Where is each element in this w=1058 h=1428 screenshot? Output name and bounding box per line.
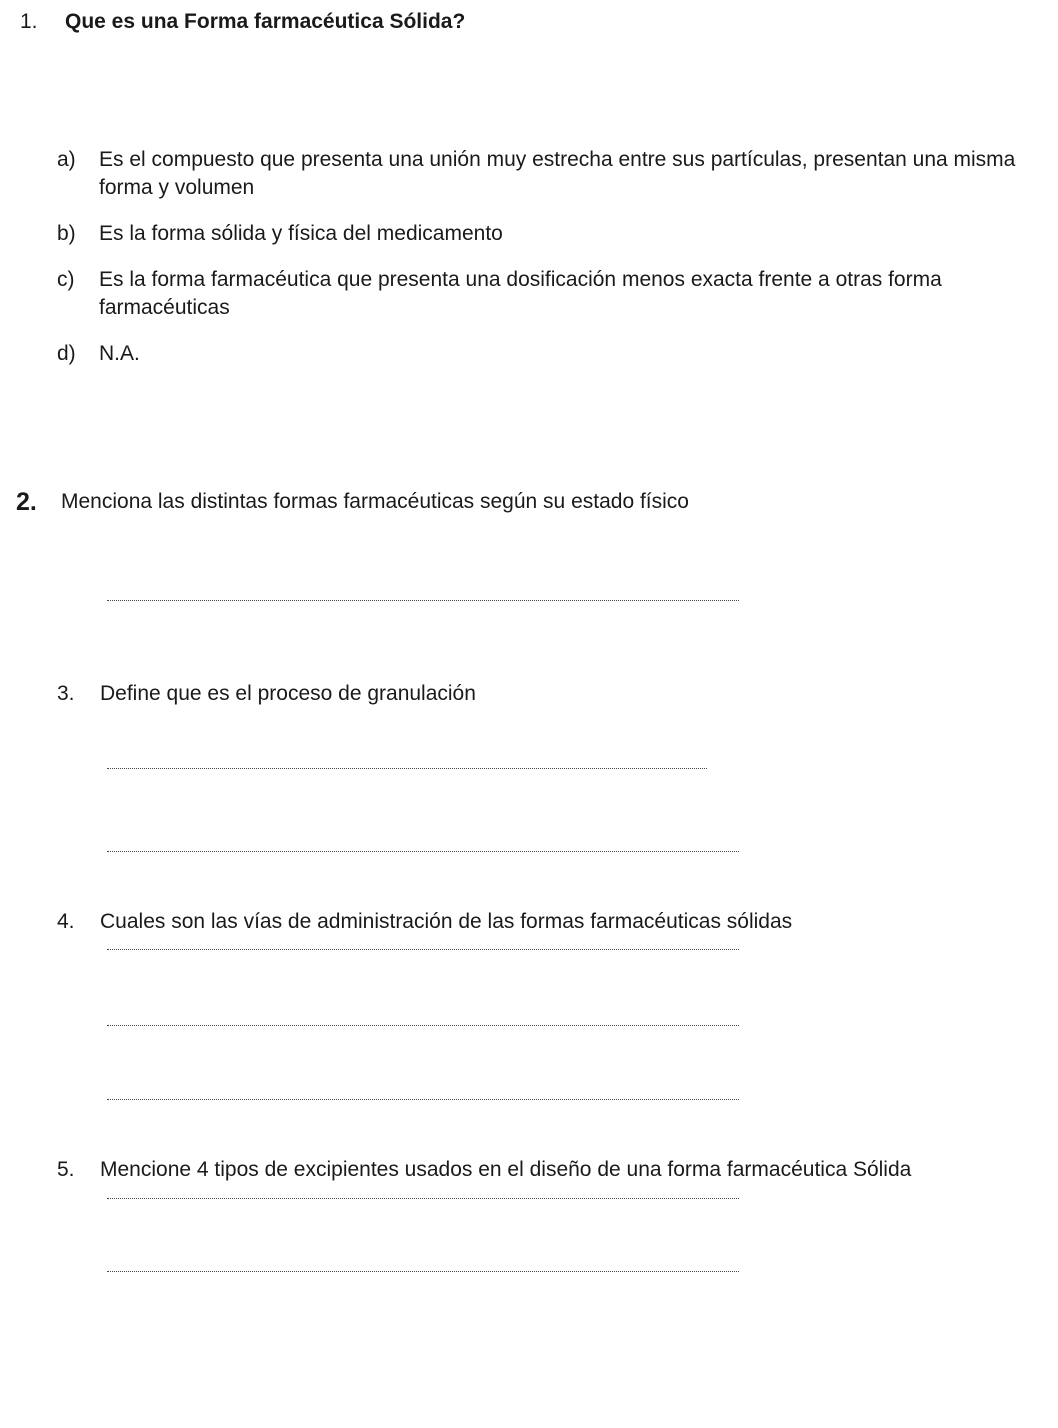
answer-line-q5-1[interactable] bbox=[107, 1198, 739, 1199]
option-b-text: Es la forma sólida y física del medicamento bbox=[99, 222, 503, 245]
option-a-text: Es el compuesto que presenta una unión muy estrecha entre sus partículas, presentan una misma forma y volumen bbox=[99, 148, 1016, 199]
question-5-number: 5. bbox=[57, 1158, 75, 1181]
question-1-text: Que es una Forma farmacéutica Sólida? bbox=[65, 10, 466, 33]
answer-line-q2-1[interactable] bbox=[107, 600, 739, 601]
question-4-number: 4. bbox=[57, 910, 75, 933]
question-2-text: Menciona las distintas formas farmacéuticas según su estado físico bbox=[61, 490, 689, 513]
option-c-text: Es la forma farmacéutica que presenta una dosificación menos exacta frente a otras forma farmacéuticas bbox=[99, 268, 942, 319]
option-b-letter: b) bbox=[57, 222, 76, 245]
question-3-number: 3. bbox=[57, 682, 75, 705]
answer-line-q4-3[interactable] bbox=[107, 1099, 739, 1100]
question-5-text: Mencione 4 tipos de excipientes usados en el diseño de una forma farmacéutica Sólida bbox=[100, 1158, 912, 1181]
answer-line-q3-1[interactable] bbox=[107, 768, 707, 769]
option-d-letter: d) bbox=[57, 342, 76, 365]
answer-line-q4-2[interactable] bbox=[107, 1025, 739, 1026]
answer-line-q3-2[interactable] bbox=[107, 851, 739, 852]
option-d-text: N.A. bbox=[99, 342, 140, 365]
question-4-text: Cuales son las vías de administración de las formas farmacéuticas sólidas bbox=[100, 910, 793, 933]
answer-line-q5-2[interactable] bbox=[107, 1271, 739, 1272]
answer-line-q4-1[interactable] bbox=[107, 949, 739, 950]
option-c-letter: c) bbox=[57, 268, 75, 291]
question-2-number: 2. bbox=[16, 488, 37, 516]
question-3-text: Define que es el proceso de granulación bbox=[100, 682, 476, 705]
question-1-number: 1. bbox=[20, 10, 38, 33]
option-a-letter: a) bbox=[57, 148, 76, 171]
